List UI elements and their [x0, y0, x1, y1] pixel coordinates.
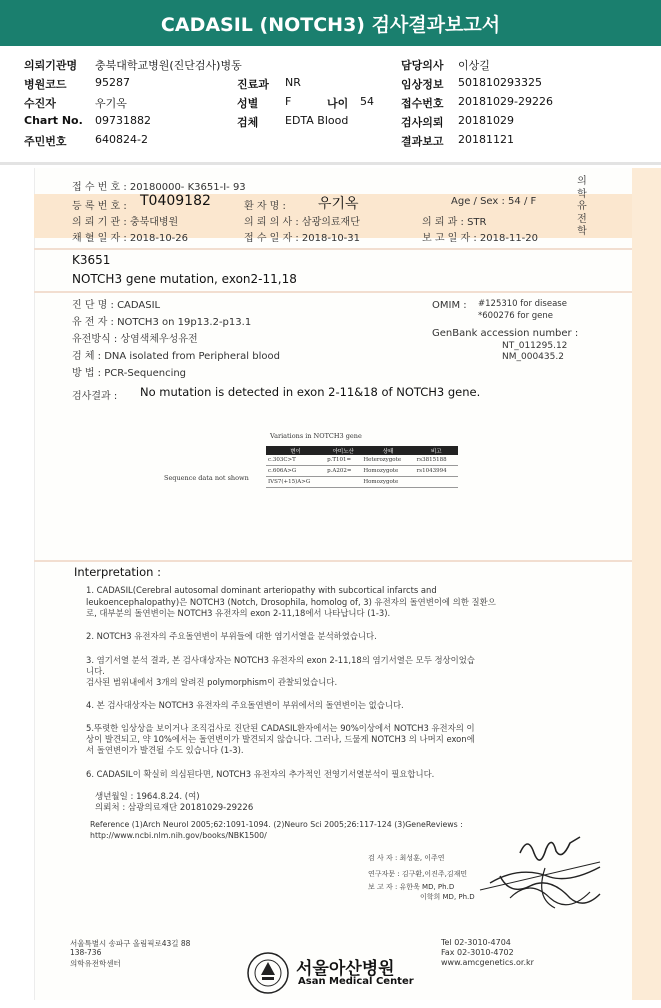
interp-line: 5.뚜렷한 임상상을 보이거나 조직검사로 진단된 CADASIL환자에서는 90%이상에서 NOTCH3 유전자의 이: [86, 723, 475, 733]
interp-line: 4. 본 검사대상자는 NOTCH3 유전자의 주요돌연변이 부위에서의 돌연변이는 없습니다.: [86, 700, 404, 710]
patient-name: 우기옥: [318, 196, 359, 212]
asan-foundation-logo: [247, 952, 289, 994]
omim-label: OMIM :: [432, 300, 467, 311]
researcher: 연구자문 : 김구환,이진주,김재민: [368, 870, 468, 878]
header-value: 95287: [95, 76, 130, 89]
reporter: 보 고 자 : 유한욱 MD, Ph.D: [368, 883, 455, 891]
variations-table: [266, 446, 458, 488]
table-cell: IVS7(+15)A>G: [266, 477, 325, 488]
registration-label: 등 록 번 호 :: [72, 201, 127, 212]
report-title: CADASIL (NOTCH3) 검사결과보고서: [160, 13, 501, 36]
omim-disease: #125310 for disease: [478, 299, 567, 309]
interp-line: 상이 발견되고, 약 10%에서는 돌연변이가 발견되지 않습니다. 그러나, 드물게 NOTCH3 의 나머지 exon에: [86, 734, 475, 744]
reporter-2: 이학희 MD, Ph.D: [420, 893, 475, 901]
reference-url: http://www.ncbi.nlm.nih.gov/books/NBK1500/: [90, 831, 267, 840]
method: 방 법 : PCR-Sequencing: [72, 368, 187, 379]
header-value: 충북대학교병원(진단검사)병동: [95, 59, 242, 72]
result-text: No mutation is detected in exon 2-11&18 of NOTCH3 gene.: [140, 385, 481, 399]
table-row: [266, 466, 458, 477]
sequence-note: Sequence data not shown: [164, 474, 249, 482]
age-sex: Age / Sex : 54 / F: [451, 196, 537, 207]
genbank-nt: NT_011295.12: [502, 341, 568, 351]
header-label: 병원코드: [24, 78, 67, 91]
header-value: 501810293325: [458, 76, 542, 89]
header-value: EDTA Blood: [285, 114, 349, 127]
requester: 의뢰처 : 삼광의료재단 20181029-29226: [95, 803, 254, 813]
interp-line: 로, 대부분의 돌연변이는 NOTCH3 유전자의 exon 2-11,18에서 나타납니다 (1-3).: [86, 608, 391, 618]
header-label: 임상정보: [401, 78, 444, 91]
header-label: 검사의뢰: [401, 116, 444, 129]
table-cell: Homozygote: [361, 466, 414, 477]
header-label: 수진자: [24, 97, 56, 110]
reference: Reference (1)Arch Neurol 2005;62:1091-1094. (2)Neuro Sci 2005;26:117-124 (3)GeneReviews :: [90, 820, 463, 829]
table-row: [266, 455, 458, 466]
registration-number: T0409182: [140, 193, 211, 209]
result-label: 검사결과 :: [72, 391, 118, 402]
table-cell: [415, 477, 458, 488]
genbank-nm: NM_000435.2: [502, 352, 564, 362]
interp-line: 니다.: [86, 666, 105, 676]
address-line: 서울특별시 송파구 올림픽로43길 88: [70, 939, 191, 948]
table-cell: c.606A>G: [266, 466, 325, 477]
header-label: 결과보고: [401, 135, 444, 148]
header-value: NR: [285, 76, 301, 89]
birth-date: 생년월일 : 1964.8.24. (여): [95, 792, 200, 802]
signature-image: [470, 828, 620, 918]
center-name: 의학유전학센터: [70, 959, 121, 968]
interpretation-title: Interpretation :: [74, 565, 161, 579]
interp-line: 2. NOTCH3 유전자의 주요돌연변이 부위들에 대한 염기서열을 분석하였습니다.: [86, 631, 377, 641]
header-label: 진료과: [237, 78, 269, 91]
header-value: F: [285, 95, 292, 108]
header-value: 우기옥: [95, 97, 127, 110]
institution: 의 뢰 기 관 : 충북대병원: [72, 217, 179, 228]
side-department-label: 의학유전학: [577, 176, 587, 237]
header-label: Chart No.: [24, 114, 83, 127]
divider: [34, 291, 632, 293]
reception-date: 접 수 일 자 : 2018-10-31: [244, 233, 361, 244]
table-cell: c.303C>T: [266, 455, 325, 466]
sampling-date: 채 혈 일 자 : 2018-10-26: [72, 233, 189, 244]
header-label: 주민번호: [24, 135, 67, 148]
header-value: 54: [360, 95, 374, 108]
postal-code: 138-736: [70, 948, 102, 957]
inheritance: 유전방식 : 상염색체우성유전: [72, 334, 198, 345]
telephone: Tel 02-3010-4704: [441, 938, 511, 947]
patient-label: 환 자 명 :: [244, 201, 286, 212]
table-cell: p.A202=: [325, 466, 361, 477]
report-date: 보 고 일 자 : 2018-11-20: [422, 233, 539, 244]
examiner: 검 사 자 : 최성훈, 이주연: [368, 854, 445, 862]
table-cell: p.T101=: [325, 455, 361, 466]
table-cell: Heterozygote: [361, 455, 414, 466]
hospital-name-korean: 서울아산병원: [296, 959, 395, 979]
interp-line: 1. CADASIL(Cerebral autosomal dominant arteriopathy with subcortical infarcts and: [86, 585, 437, 595]
header-value: 20181121: [458, 133, 514, 146]
omim-gene: *600276 for gene: [478, 311, 554, 321]
diagnosis: 진 단 명 : CADASIL: [72, 300, 161, 311]
interp-line: 3. 염기서열 분석 결과, 본 검사대상자는 NOTCH3 유전자의 exon 2-11,18의 염기서열은 모두 정상이었습: [86, 655, 475, 665]
test-code: K3651: [72, 253, 111, 267]
interp-line: 서 돌연변이가 발견될 수도 있습니다 (1-3).: [86, 745, 244, 755]
gene: 유 전 자 : NOTCH3 on 19p13.2-p13.1: [72, 317, 252, 328]
header-value: 20181029-29226: [458, 95, 553, 108]
website: www.amcgenetics.or.kr: [441, 958, 534, 967]
table-cell: [325, 477, 361, 488]
interp-line: leukoencephalopathy)은 NOTCH3 (Notch, Drosophila, homolog of, 3) 유전자의 돌연변이에 의한 질환으: [86, 597, 496, 607]
hospital-name-english: Asan Medical Center: [298, 976, 414, 987]
reception-number: 접 수 번 호 : 20180000- K3651-I- 93: [72, 182, 246, 193]
header-value: 640824-2: [95, 133, 148, 146]
physician: 의 뢰 의 사 : 삼광의료재단: [244, 217, 360, 228]
table-row: [266, 477, 458, 488]
header-value: 09731882: [95, 114, 151, 127]
header-value: 20181029: [458, 114, 514, 127]
header-label: 성별: [237, 97, 259, 110]
header-value: 이상길: [458, 59, 490, 72]
table-header: 변이: [266, 446, 325, 455]
table-cell: rs3815188: [415, 455, 458, 466]
header-label: 검체: [237, 116, 259, 129]
header-label: 담당의사: [401, 59, 444, 72]
table-header-row: [266, 446, 458, 455]
divider: [34, 248, 632, 250]
department: 의 뢰 과 : STR: [422, 217, 487, 228]
header-label: 접수번호: [401, 97, 444, 110]
genbank-label: GenBank accession number :: [432, 328, 579, 339]
table-header: 비고: [415, 446, 458, 455]
table-cell: Homozygote: [361, 477, 414, 488]
fax: Fax 02-3010-4702: [441, 948, 514, 957]
header-label: 나이: [327, 97, 349, 110]
header-label: 의뢰기관명: [24, 59, 78, 72]
variations-title: Variations in NOTCH3 gene: [270, 432, 362, 440]
interp-line: 6. CADASIL이 확실히 의심된다면, NOTCH3 유전자의 추가적인 전영기서열분석이 필요합니다.: [86, 769, 435, 779]
interp-line: 검사된 범위내에서 3개의 알려진 polymorphism이 관찰되었습니다.: [86, 677, 338, 687]
table-header: 아미노산: [325, 446, 361, 455]
divider: [34, 560, 632, 562]
table-cell: rs1043994: [415, 466, 458, 477]
table-header: 상태: [361, 446, 414, 455]
test-name: NOTCH3 gene mutation, exon2-11,18: [72, 272, 297, 286]
specimen: 검 체 : DNA isolated from Peripheral blood: [72, 351, 280, 362]
